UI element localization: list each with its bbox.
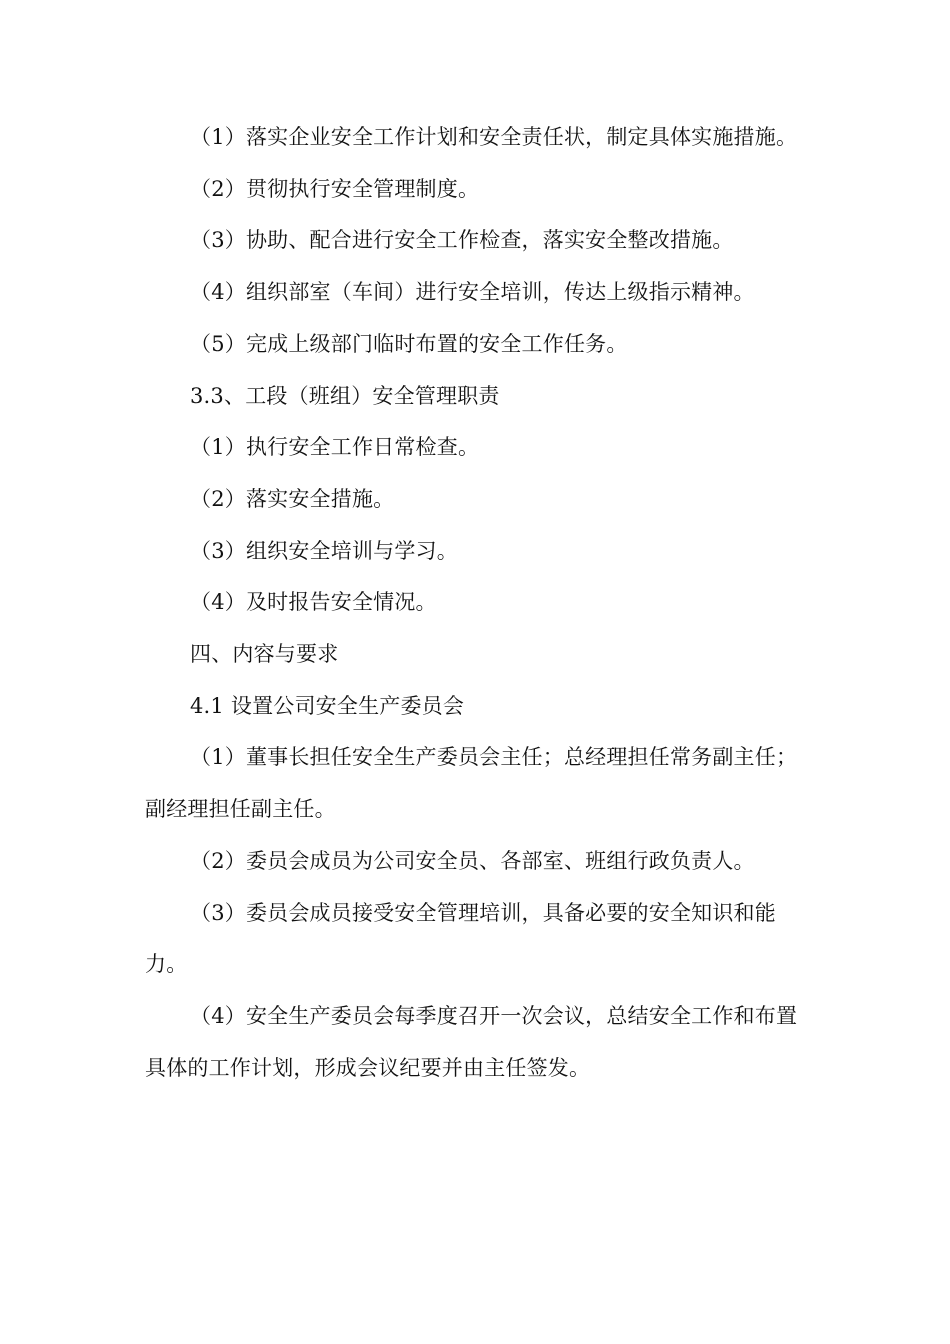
- paragraph-team-duty-4: （4）及时报告安全情况。: [190, 590, 437, 615]
- paragraph-duty-3: （3）协助、配合进行安全工作检查，落实安全整改措施。: [190, 228, 734, 253]
- section-heading-4: 四、内容与要求: [190, 642, 339, 667]
- paragraph-committee-1: （1）董事长担任安全生产委员会主任；总经理担任常务副主任；副经理担任副主任。: [145, 745, 798, 822]
- section-heading-3-3: 3.3、工段（班组）安全管理职责: [190, 383, 500, 408]
- paragraph-duty-5: （5）完成上级部门临时布置的安全工作任务。: [190, 331, 628, 356]
- paragraph-duty-1: （1）落实企业安全工作计划和安全责任状，制定具体实施措施。: [190, 125, 798, 149]
- paragraph-team-duty-2: （2）落实安全措施。: [190, 486, 395, 511]
- paragraph-team-duty-3: （3）组织安全培训与学习。: [190, 538, 458, 563]
- paragraph-duty-2: （2）贯彻执行安全管理制度。: [190, 176, 480, 201]
- paragraph-team-duty-1: （1）执行安全工作日常检查。: [190, 435, 480, 460]
- paragraph-committee-2: （2）委员会成员为公司安全员、各部室、班组行政负责人。: [190, 848, 755, 873]
- section-heading-4-1: 4.1 设置公司安全生产委员会: [190, 693, 465, 718]
- document-body: [145, 112, 810, 1094]
- paragraph-committee-4: （4）安全生产委员会每季度召开一次会议，总结安全工作和布置具体的工作计划，形成会议纪要并由主任签发。: [145, 1003, 798, 1080]
- paragraph-duty-4: （4）组织部室（车间）进行安全培训，传达上级指示精神。: [190, 280, 755, 305]
- paragraph-committee-3: （3）委员会成员接受安全管理培训，具备必要的安全知识和能力。: [145, 900, 776, 977]
